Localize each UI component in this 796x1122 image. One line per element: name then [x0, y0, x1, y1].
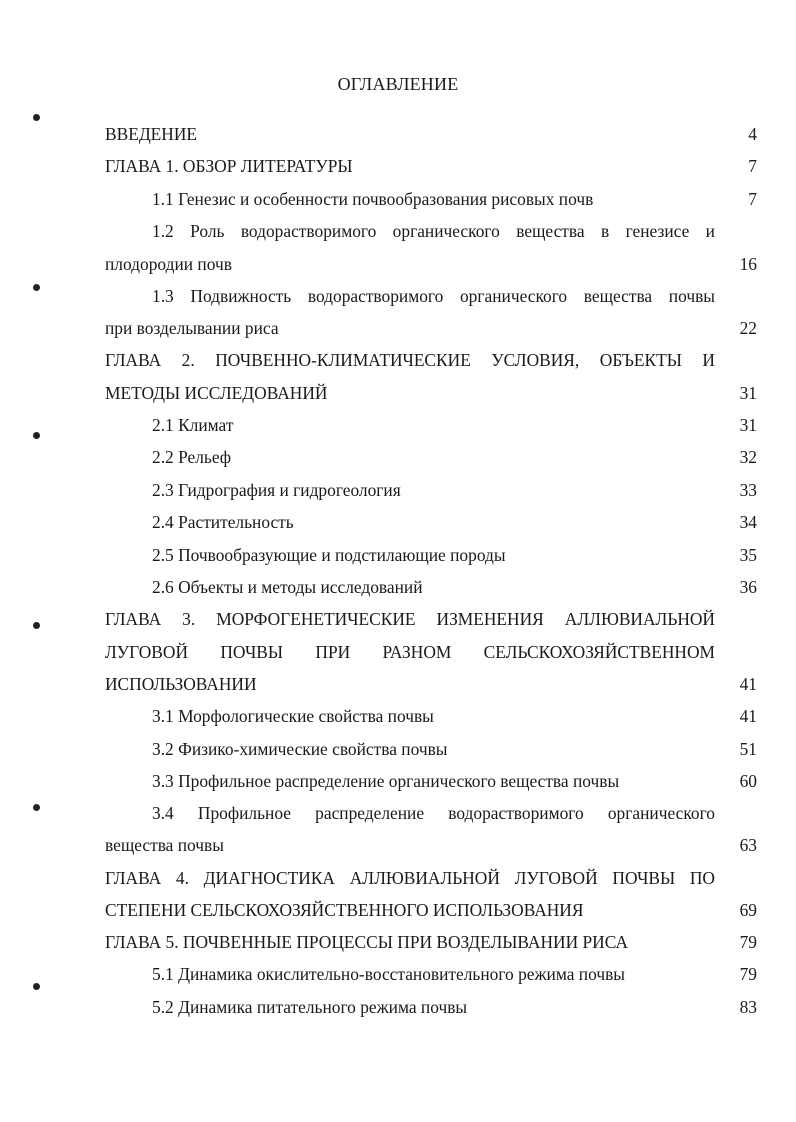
- toc-page-number: 34: [739, 512, 757, 532]
- toc-page-number: 51: [739, 739, 757, 759]
- toc-entry-chapter-2: ГЛАВА 2. ПОЧВЕННО-КЛИМАТИЧЕСКИЕ УСЛОВИЯ, ОБЪЕКТЫ И: [105, 350, 715, 370]
- toc-entry-section-5-2: 5.2 Динамика питательного режима почвы: [152, 997, 468, 1017]
- toc-entry-section-1-2: 1.2 Роль водорастворимого органического вещества в генезисе и: [152, 221, 715, 241]
- toc-entry-section-2-5: 2.5 Почвообразующие и подстилающие породы: [152, 545, 506, 565]
- toc-entry-section-2-1: 2.1 Климат: [152, 415, 234, 435]
- toc-entry-chapter-3: ГЛАВА 3. МОРФОГЕНЕТИЧЕСКИЕ ИЗМЕНЕНИЯ АЛЛЮВИАЛЬНОЙ: [105, 609, 715, 629]
- toc-entry-chapter-4-cont: СТЕПЕНИ СЕЛЬСКОХОЗЯЙСТВЕННОГО ИСПОЛЬЗОВАНИЯ: [105, 900, 584, 920]
- toc-entry-section-1-3: 1.3 Подвижность водорастворимого органического вещества почвы: [152, 286, 715, 306]
- toc-page-number: 83: [739, 997, 757, 1017]
- toc-entry-chapter-3-cont: ЛУГОВОЙ ПОЧВЫ ПРИ РАЗНОМ СЕЛЬСКОХОЗЯЙСТВЕННОМ: [105, 642, 715, 662]
- toc-entry-section-3-4-cont: вещества почвы: [105, 835, 224, 855]
- toc-page-number: 31: [739, 383, 757, 403]
- toc-page-number: 35: [739, 545, 757, 565]
- toc-entry-section-2-4: 2.4 Растительность: [152, 512, 294, 532]
- toc-page-number: 22: [739, 318, 757, 338]
- toc-page-number: 79: [739, 932, 757, 952]
- toc-page-number: 4: [748, 124, 757, 144]
- toc-page-number: 31: [739, 415, 757, 435]
- toc-entry-section-3-4: 3.4 Профильное распределение водорастворимого органического: [152, 803, 715, 823]
- toc-page-number: 41: [739, 674, 757, 694]
- toc-entry-chapter-5: ГЛАВА 5. ПОЧВЕННЫЕ ПРОЦЕССЫ ПРИ ВОЗДЕЛЫВАНИИ РИСА: [105, 932, 629, 952]
- toc-entry-chapter-4: ГЛАВА 4. ДИАГНОСТИКА АЛЛЮВИАЛЬНОЙ ЛУГОВОЙ ПОЧВЫ ПО: [105, 868, 715, 888]
- toc-page-number: 41: [739, 706, 757, 726]
- toc-entry-section-2-3: 2.3 Гидрография и гидрогеология: [152, 480, 401, 500]
- toc-entry-section-2-2: 2.2 Рельеф: [152, 447, 232, 467]
- toc-entry-introduction: ВВЕДЕНИЕ: [105, 124, 198, 144]
- toc-entry-section-1-3-cont: при возделывании риса: [105, 318, 279, 338]
- toc-entry-chapter-1: ГЛАВА 1. ОБЗОР ЛИТЕРАТУРЫ: [105, 156, 353, 176]
- toc-entry-section-2-6: 2.6 Объекты и методы исследований: [152, 577, 423, 597]
- toc-page-number: 32: [739, 447, 757, 467]
- toc-entry-section-1-1: 1.1 Генезис и особенности почвообразования рисовых почв: [152, 189, 594, 209]
- toc-entry-section-3-1: 3.1 Морфологические свойства почвы: [152, 706, 434, 726]
- toc-page-number: 79: [739, 964, 757, 984]
- toc-entry-section-3-2: 3.2 Физико-химические свойства почвы: [152, 739, 448, 759]
- toc-entry-section-3-3: 3.3 Профильное распределение органического вещества почвы: [152, 771, 620, 791]
- toc-entry-section-5-1: 5.1 Динамика окислительно-восстановительного режима почвы: [152, 964, 625, 984]
- toc-page-number: 69: [739, 900, 757, 920]
- toc-entry-chapter-2-cont: МЕТОДЫ ИССЛЕДОВАНИЙ: [105, 383, 328, 403]
- toc-page-number: 60: [739, 771, 757, 791]
- toc-page-number: 36: [739, 577, 757, 597]
- toc-page-number: 7: [748, 156, 757, 176]
- toc-page-number: 16: [739, 254, 757, 274]
- toc-entry-chapter-3-cont: ИСПОЛЬЗОВАНИИ: [105, 674, 257, 694]
- toc-entry-section-1-2-cont: плодородии почв: [105, 254, 232, 274]
- toc-page-number: 7: [748, 189, 757, 209]
- toc-page-number: 63: [739, 835, 757, 855]
- page-title: ОГЛАВЛЕНИЕ: [337, 74, 459, 94]
- toc-page-number: 33: [739, 480, 757, 500]
